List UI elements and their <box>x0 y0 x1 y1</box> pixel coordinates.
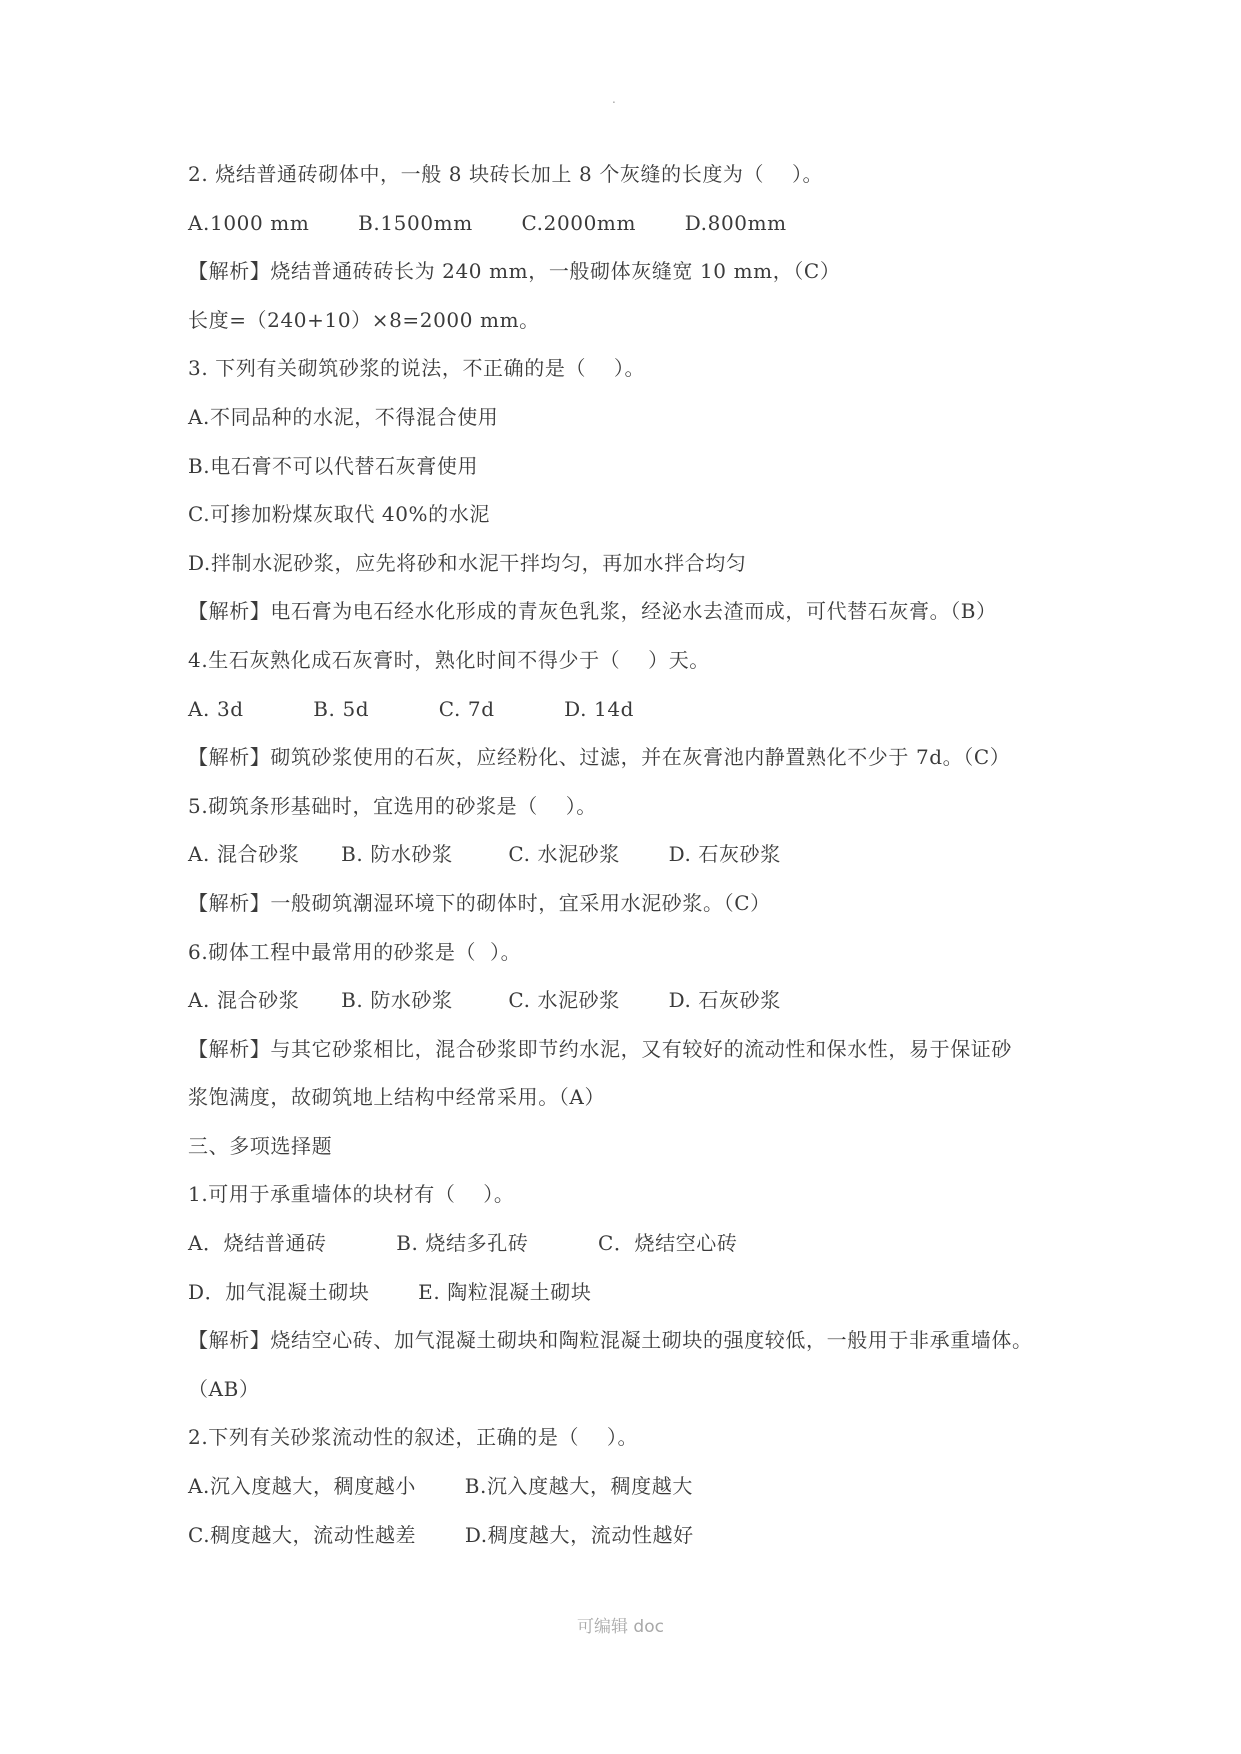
q6-analysis-line2: 浆饱满度，故砌筑地上结构中经常采用。（A） <box>188 1085 606 1110</box>
mq1-options-line2: D．加气混凝土砌块 E. 陶粒混凝土砌块 <box>188 1279 592 1304</box>
q2-options: A.1000 mm B.1500mm C.2000mm D.800mm <box>188 210 787 235</box>
q3-question: 3. 下列有关砌筑砂浆的说法，不正确的是（ ）。 <box>188 356 646 381</box>
mq1-options-line1: A．烧结普通砖 B. 烧结多孔砖 C．烧结空心砖 <box>188 1231 738 1256</box>
q4-question: 4.生石灰熟化成石灰膏时，熟化时间不得少于（ ）天。 <box>188 647 710 672</box>
q6-options: A. 混合砂浆 B. 防水砂浆 C. 水泥砂浆 D. 石灰砂浆 <box>188 988 781 1013</box>
q3-option-d: D.拌制水泥砂浆，应先将砂和水泥干拌均匀，再加水拌合均匀 <box>188 550 747 575</box>
mq2-options-line2: C.稠度越大，流动性越差 D.稠度越大，流动性越好 <box>188 1522 694 1547</box>
q3-option-a: A.不同品种的水泥，不得混合使用 <box>188 404 499 429</box>
q5-analysis: 【解析】一般砌筑潮湿环境下的砌体时，宜采用水泥砂浆。（C） <box>188 890 771 915</box>
mq1-question: 1.可用于承重墙体的块材有（ ）。 <box>188 1182 515 1207</box>
document-body <box>188 150 1088 1559</box>
mq2-options-line1: A.沉入度越大，稠度越小 B.沉入度越大，稠度越大 <box>188 1474 693 1499</box>
q6-question: 6.砌体工程中最常用的砂浆是（ ）。 <box>188 939 522 964</box>
header-dot: . <box>612 92 616 106</box>
q4-options: A. 3d B. 5d C. 7d D. 14d <box>188 696 635 721</box>
q3-analysis: 【解析】电石膏为电石经水化形成的青灰色乳浆，经泌水去渣而成，可代替石灰膏。（B） <box>188 599 997 624</box>
mq1-analysis-answer: （AB） <box>188 1376 260 1401</box>
footer-label: 可编辑 doc <box>577 1617 664 1637</box>
q3-option-c: C.可掺加粉煤灰取代 40%的水泥 <box>188 502 490 527</box>
q3-option-b: B.电石膏不可以代替石灰膏使用 <box>188 453 479 478</box>
q5-question: 5.砌筑条形基础时，宜选用的砂浆是（ ）。 <box>188 793 597 818</box>
q4-analysis: 【解析】砌筑砂浆使用的石灰，应经粉化、过滤，并在灰膏池内静置熟化不少于 7d。（C） <box>188 745 1011 770</box>
section-heading: 三、多项选择题 <box>188 1133 333 1158</box>
q2-analysis-formula: 长度=（240+10）×8=2000 mm。 <box>188 307 540 332</box>
q5-options: A. 混合砂浆 B. 防水砂浆 C. 水泥砂浆 D. 石灰砂浆 <box>188 842 781 867</box>
mq1-analysis-line1: 【解析】烧结空心砖、加气混凝土砌块和陶粒混凝土砌块的强度较低，一般用于非承重墙体。 <box>188 1328 1033 1353</box>
mq2-question: 2.下列有关砂浆流动性的叙述，正确的是（ ）。 <box>188 1425 639 1450</box>
q2-question: 2. 烧结普通砖砌体中，一般 8 块砖长加上 8 个灰缝的长度为（ ）。 <box>188 162 824 186</box>
q6-analysis-line1: 【解析】与其它砂浆相比，混合砂浆即节约水泥，又有较好的流动性和保水性，易于保证砂 <box>188 1036 1012 1061</box>
q2-analysis: 【解析】烧结普通砖砖长为 240 mm，一般砌体灰缝宽 10 mm，（C） <box>188 259 841 284</box>
